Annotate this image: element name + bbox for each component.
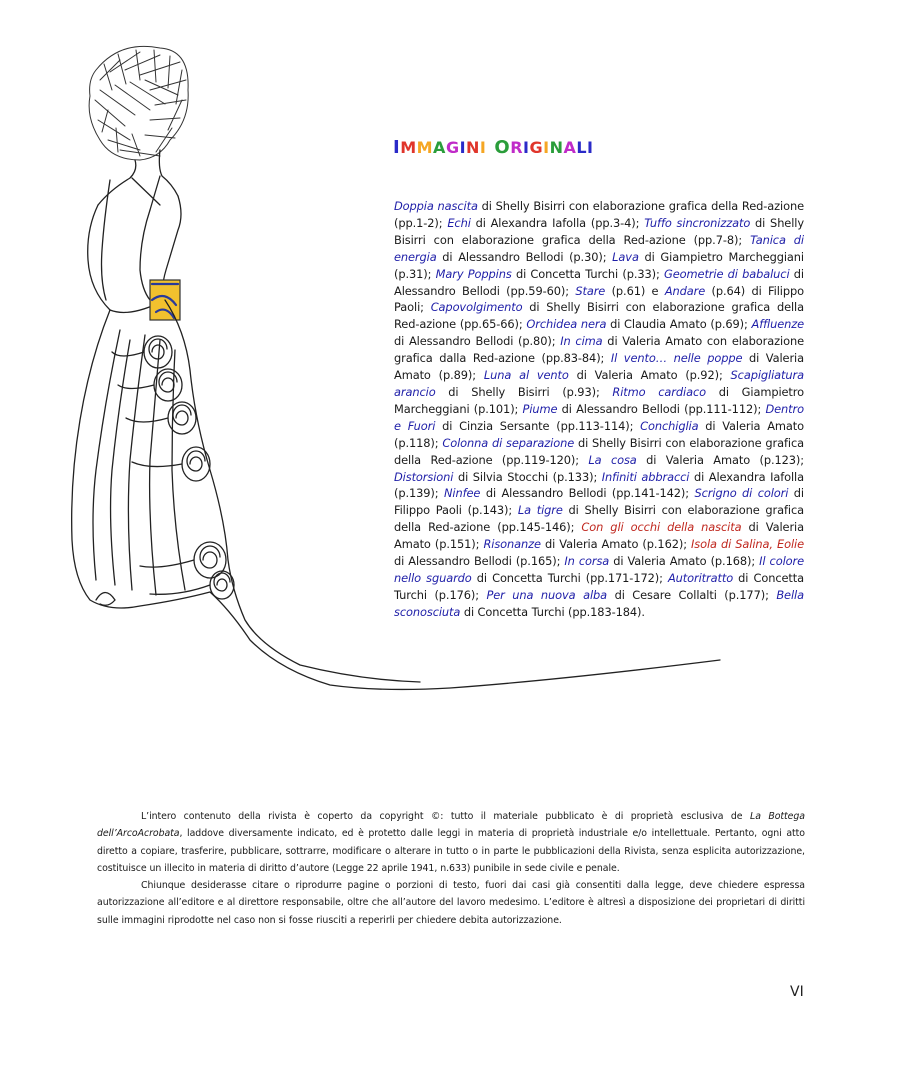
artwork-credit: di Giampietro Marcheggiani (p.101); <box>394 384 804 416</box>
artwork-credit: di Valeria Amato (p.123); <box>636 452 804 467</box>
artwork-title: Bella sconosciuta <box>394 587 804 619</box>
title-letter: G <box>529 138 544 157</box>
artwork-title: Doppia nascita <box>394 199 478 213</box>
artwork-credit: di Cesare Collalti (p.177); <box>607 587 777 602</box>
artwork-title: Scrigno di colori <box>694 486 789 501</box>
artwork-credit: di Alessandro Bellodi (pp.141-142); <box>480 486 695 501</box>
title-letter: I <box>459 138 467 157</box>
artwork-title: In corsa <box>564 554 610 569</box>
title-letter: L <box>576 138 588 157</box>
artwork-title: Lava <box>612 249 639 264</box>
artwork-credit: di Concetta Turchi (p.33); <box>511 266 665 281</box>
artwork-title: Echi <box>447 215 471 230</box>
artwork-credit: di Alessandro Bellodi (pp.111-112); <box>557 401 766 416</box>
artwork-title: Il vento… nelle poppe <box>610 351 743 366</box>
artwork-title: Colonna di separazione <box>442 435 575 450</box>
artwork-credit: di Alessandro Bellodi (p.165); <box>394 554 565 569</box>
title-letter: R <box>510 138 524 157</box>
title-letter: I <box>479 138 487 157</box>
artwork-credit: di Alexandra Iafolla (p.139); <box>394 469 805 501</box>
publisher-name: La Bottega dell’ArcoAcrobata <box>97 811 805 840</box>
artwork-credit: di Shelly Bisirri con elaborazione grafica della Red-azione (pp.7-8); <box>394 215 804 247</box>
artwork-title: Il colore nello sguardo <box>394 554 805 585</box>
title-letter: I <box>393 137 401 158</box>
artwork-credit: di Shelly Bisirri con elaborazione grafica della Red-azione (pp.1-2); <box>394 199 804 230</box>
title-letter: A <box>563 138 577 157</box>
artwork-credit: di Valeria Amato (p.89); <box>394 351 804 383</box>
artwork-title: Tanica di energia <box>394 232 804 264</box>
artwork-title: Autoritratto <box>667 570 734 585</box>
artwork-title: Conchiglia <box>640 418 699 433</box>
artwork-credit: di Giampietro Marcheggiani (p.31); <box>394 249 804 281</box>
artwork-title: Capovolgimento <box>430 300 523 315</box>
artwork-credit: di Alessandro Bellodi (p.30); <box>436 249 613 264</box>
artwork-title: Per una nuova alba <box>486 587 608 602</box>
title-letter: I <box>523 138 530 157</box>
artwork-title: Orchidea nera <box>526 317 607 332</box>
artwork-credit: di Valeria Amato (p.168); <box>609 554 760 569</box>
artwork-title: Scapigliatura arancio <box>394 368 804 399</box>
title-letter: I <box>587 138 594 157</box>
artwork-title: Con gli occhi della nascita <box>581 520 742 535</box>
title-letter: M <box>416 138 434 157</box>
artwork-credit: di Alessandro Bellodi (pp.59-60); <box>394 266 804 298</box>
artwork-credit: di Shelly Bisirri (p.93); <box>435 384 613 399</box>
artwork-credit: (p.64) di Filippo Paoli; <box>394 283 804 315</box>
title-letter: O <box>494 137 511 158</box>
artwork-credit: di Cinzia Sersante (pp.113-114); <box>435 418 641 433</box>
artwork-title: Affluenze <box>751 317 805 332</box>
artwork-credit: di Shelly Bisirri con elaborazione grafica della Red-azione (pp.145-146); <box>394 503 805 535</box>
artwork-credit: di Valeria Amato (p.118); <box>394 418 804 450</box>
artwork-title: Ritmo cardiaco <box>612 384 706 399</box>
artwork-credit: di Claudia Amato (p.69); <box>606 317 752 332</box>
artwork-credit: di Valeria Amato (p.162); <box>540 537 692 552</box>
artwork-title: In cima <box>560 334 603 349</box>
title-letter: N <box>466 138 480 157</box>
title-letter: I <box>543 138 550 157</box>
artwork-title: Ninfee <box>444 486 481 501</box>
artwork-credit: di Valeria Amato (p.92); <box>568 368 731 383</box>
artwork-credit: di Filippo Paoli (p.143); <box>394 486 804 518</box>
artwork-credit: di Silvia Stocchi (p.133); <box>453 469 602 484</box>
hair-scribble <box>89 46 188 160</box>
copyright-notice <box>97 808 805 929</box>
artwork-credit: di Alexandra Iafolla (pp.3-4); <box>470 215 645 230</box>
artwork-title: Geometrie di babaluci <box>664 266 790 281</box>
artwork-credit: di Valeria Amato con elaborazione grafica dalla Red-azione (pp.83-84); <box>394 334 804 366</box>
artwork-credit: di Concetta Turchi (pp.171-172); <box>471 570 668 585</box>
spiral-rolls <box>96 336 234 605</box>
title-letters <box>393 138 594 157</box>
copyright-paragraph-1 <box>97 808 805 877</box>
artwork-credit: di Alessandro Bellodi (p.80); <box>394 334 561 349</box>
artwork-title: Isola di Salina, Eolie <box>691 537 804 552</box>
title-letter: G <box>445 138 460 157</box>
artwork-title: Distorsioni <box>394 469 454 484</box>
artwork-title: Mary Poppins <box>435 266 512 281</box>
copyright-text-a: L’intero contenuto della rivista è coperto da copyright ©: tutto il materiale pubblicato è di proprietà esclusiva de <box>141 811 751 822</box>
title-letter: M <box>400 138 417 157</box>
artwork-title: Stare <box>575 283 606 298</box>
section-title <box>393 137 594 158</box>
artwork-title: Piume <box>522 401 558 416</box>
artwork-title: La cosa <box>588 452 637 467</box>
title-letter: A <box>433 138 446 157</box>
page-number: VI <box>790 984 804 1000</box>
artwork-credit: di Concetta Turchi (p.176); <box>394 570 805 602</box>
artwork-title: Luna al vento <box>483 368 569 383</box>
artwork-title: Andare <box>664 283 706 298</box>
artwork-credit: di Shelly Bisirri con elaborazione grafica della Red-azione (pp.65-66); <box>394 300 804 332</box>
artwork-title: Infiniti abbracci <box>601 469 690 484</box>
artwork-title: Tuffo sincronizzato <box>644 215 751 230</box>
copyright-paragraph-2: Chiunque desiderasse citare o riprodurre pagine o porzioni di testo, fuori dai casi già consentiti dalla legge, deve chiedere espressa autorizzazione all’editore e al direttore responsabile, oltre che all’autore del lavoro medesimo. L’editore è altresì a disposizione dei proprietari di diritti sulle immagini riprodotte nel caso non si fosse riusciti a reperirli per chiedere debita autorizzazione. <box>97 880 805 926</box>
artwork-credit: di Shelly Bisirri con elaborazione grafica della Red-azione (pp.119-120); <box>394 435 804 467</box>
artwork-credit: di Valeria Amato (p.151); <box>394 520 804 552</box>
image-credits-paragraph <box>394 198 804 621</box>
copyright-text-b: , laddove diversamente indicato, ed è protetto dalle leggi in materia di proprietà industriale e/o intellettuale. Pertanto, ogni atto diretto a copiare, trasferire, pubblicare, sottrarre, modificare o alterare in tutto o in parte le pubblicazioni della Rivista, senza esplicita autorizzazione, costituisce un illecito in materia di diritto d’autore (Legge 22 aprile 1941, n.633) punibile in sede civile e penale. <box>97 828 805 874</box>
artwork-title: Risonanze <box>483 537 541 552</box>
artwork-title: Dentro e Fuori <box>394 401 804 433</box>
title-letter: N <box>549 138 564 157</box>
artwork-credit: di Concetta Turchi (pp.183-184). <box>460 604 645 619</box>
artwork-credit: (p.61) e <box>605 283 665 298</box>
artwork-title: La tigre <box>517 503 563 518</box>
